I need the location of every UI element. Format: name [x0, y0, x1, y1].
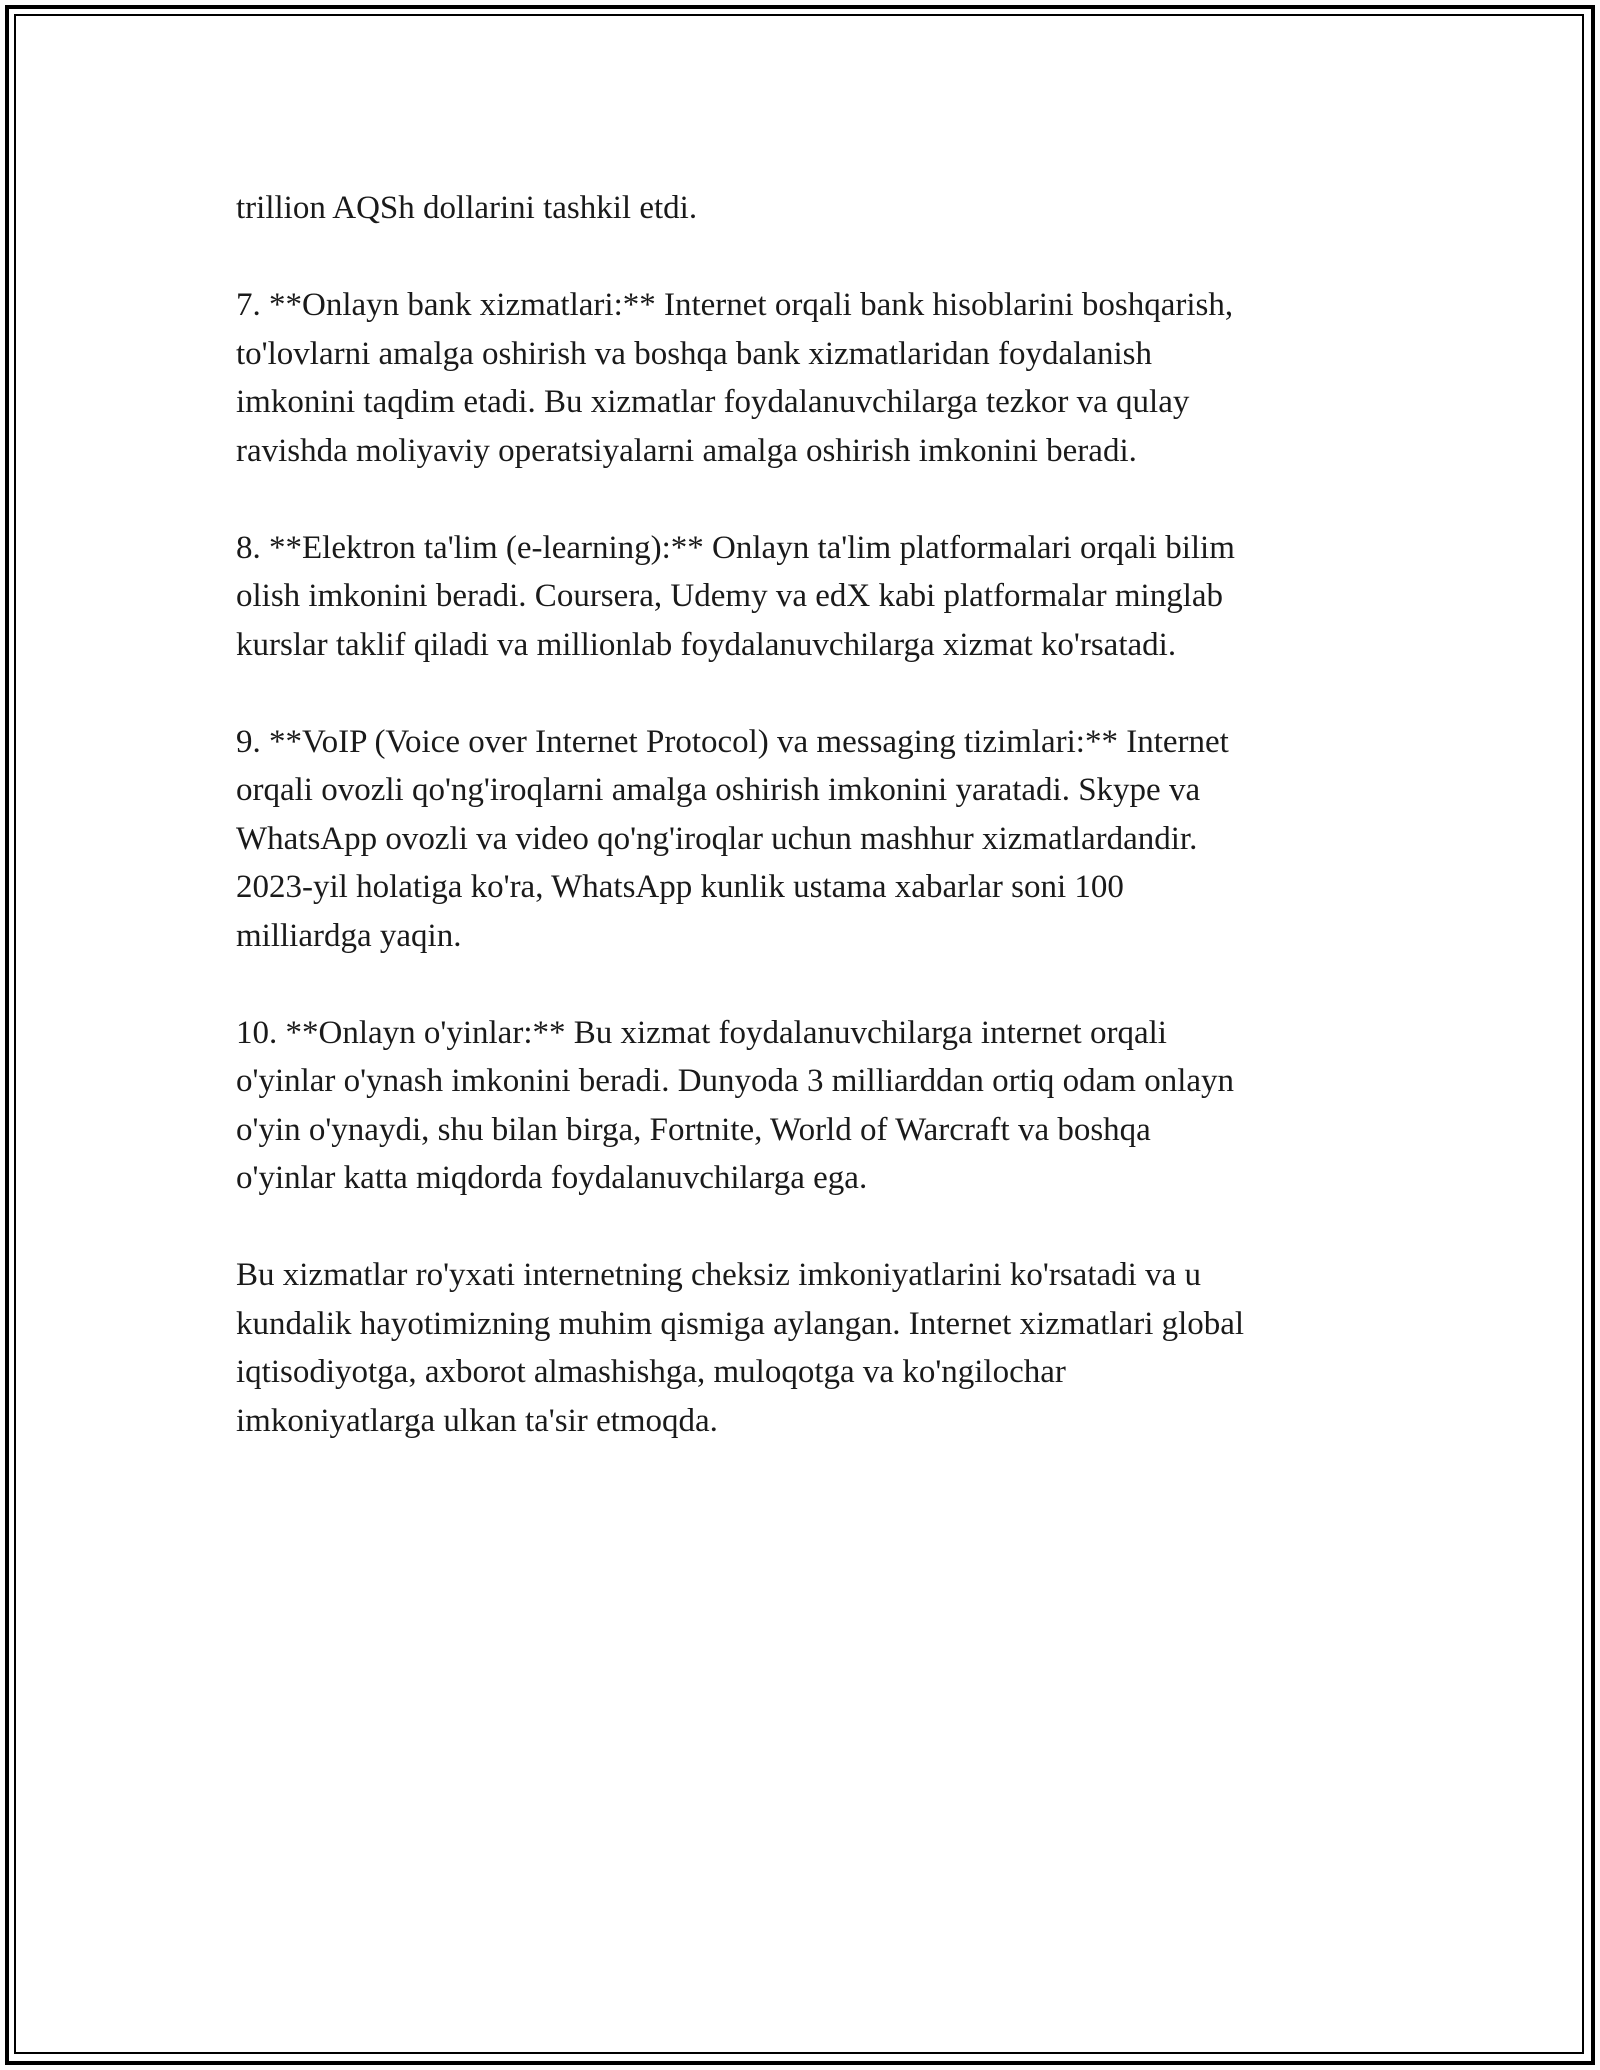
- paragraph-conclusion: Bu xizmatlar ro'yxati internetning cheksiz imkoniyatlarini ko'rsatadi va u kundalik hayotimizning muhim qismiga aylangan. Internet xizmatlari global iqtisodiyotga, axborot almashishga, muloqotga va ko'ngilochar imkoniyatlarga ulkan ta'sir etmoqda.: [236, 1257, 1245, 1439]
- paragraph-online-banking: 7. **Onlayn bank xizmatlari:** Internet orqali bank hisoblarini boshqarish, to'lovlarni amalga oshirish va boshqa bank xizmatlaridan foydalanish imkonini taqdim etadi. Bu xizmatlar foydalanuvchilarga tezkor va qulay ravishda moliyaviy operatsiyalarni amalga oshirish imkonini beradi.: [236, 287, 1234, 469]
- paragraph-voip-messaging: 9. **VoIP (Voice over Internet Protocol) va messaging tizimlari:** Internet orqali ovozli qo'ng'iroqlarni amalga oshirish imkonini yaratadi. Skype va WhatsApp ovozli va video qo'ng'iroqlar uchun mashhur xizmatlardandir. 2023-yil holatiga ko'ra, WhatsApp kunlik ustama xabarlar soni 100 milliardga yaqin.: [236, 723, 1229, 954]
- document-body: [236, 184, 1366, 1494]
- paragraph-online-games: 10. **Onlayn o'yinlar:** Bu xizmat foydalanuvchilarga internet orqali o'yinlar o'ynash imkonini beradi. Dunyoda 3 milliarddan ortiq odam onlayn o'yin o'ynaydi, shu bilan birga, Fortnite, World of Warcraft va boshqa o'yinlar katta miqdorda foydalanuvchilarga ega.: [236, 1014, 1235, 1196]
- paragraph-e-learning: 8. **Elektron ta'lim (e-learning):** Onlayn ta'lim platformalari orqali bilim olish imkonini beradi. Coursera, Udemy va edX kabi platformalar minglab kurslar taklif qiladi va millionlab foydalanuvchilarga xizmat ko'rsatadi.: [236, 529, 1235, 663]
- paragraph-continuation: trillion AQSh dollarini tashkil etdi.: [236, 190, 698, 226]
